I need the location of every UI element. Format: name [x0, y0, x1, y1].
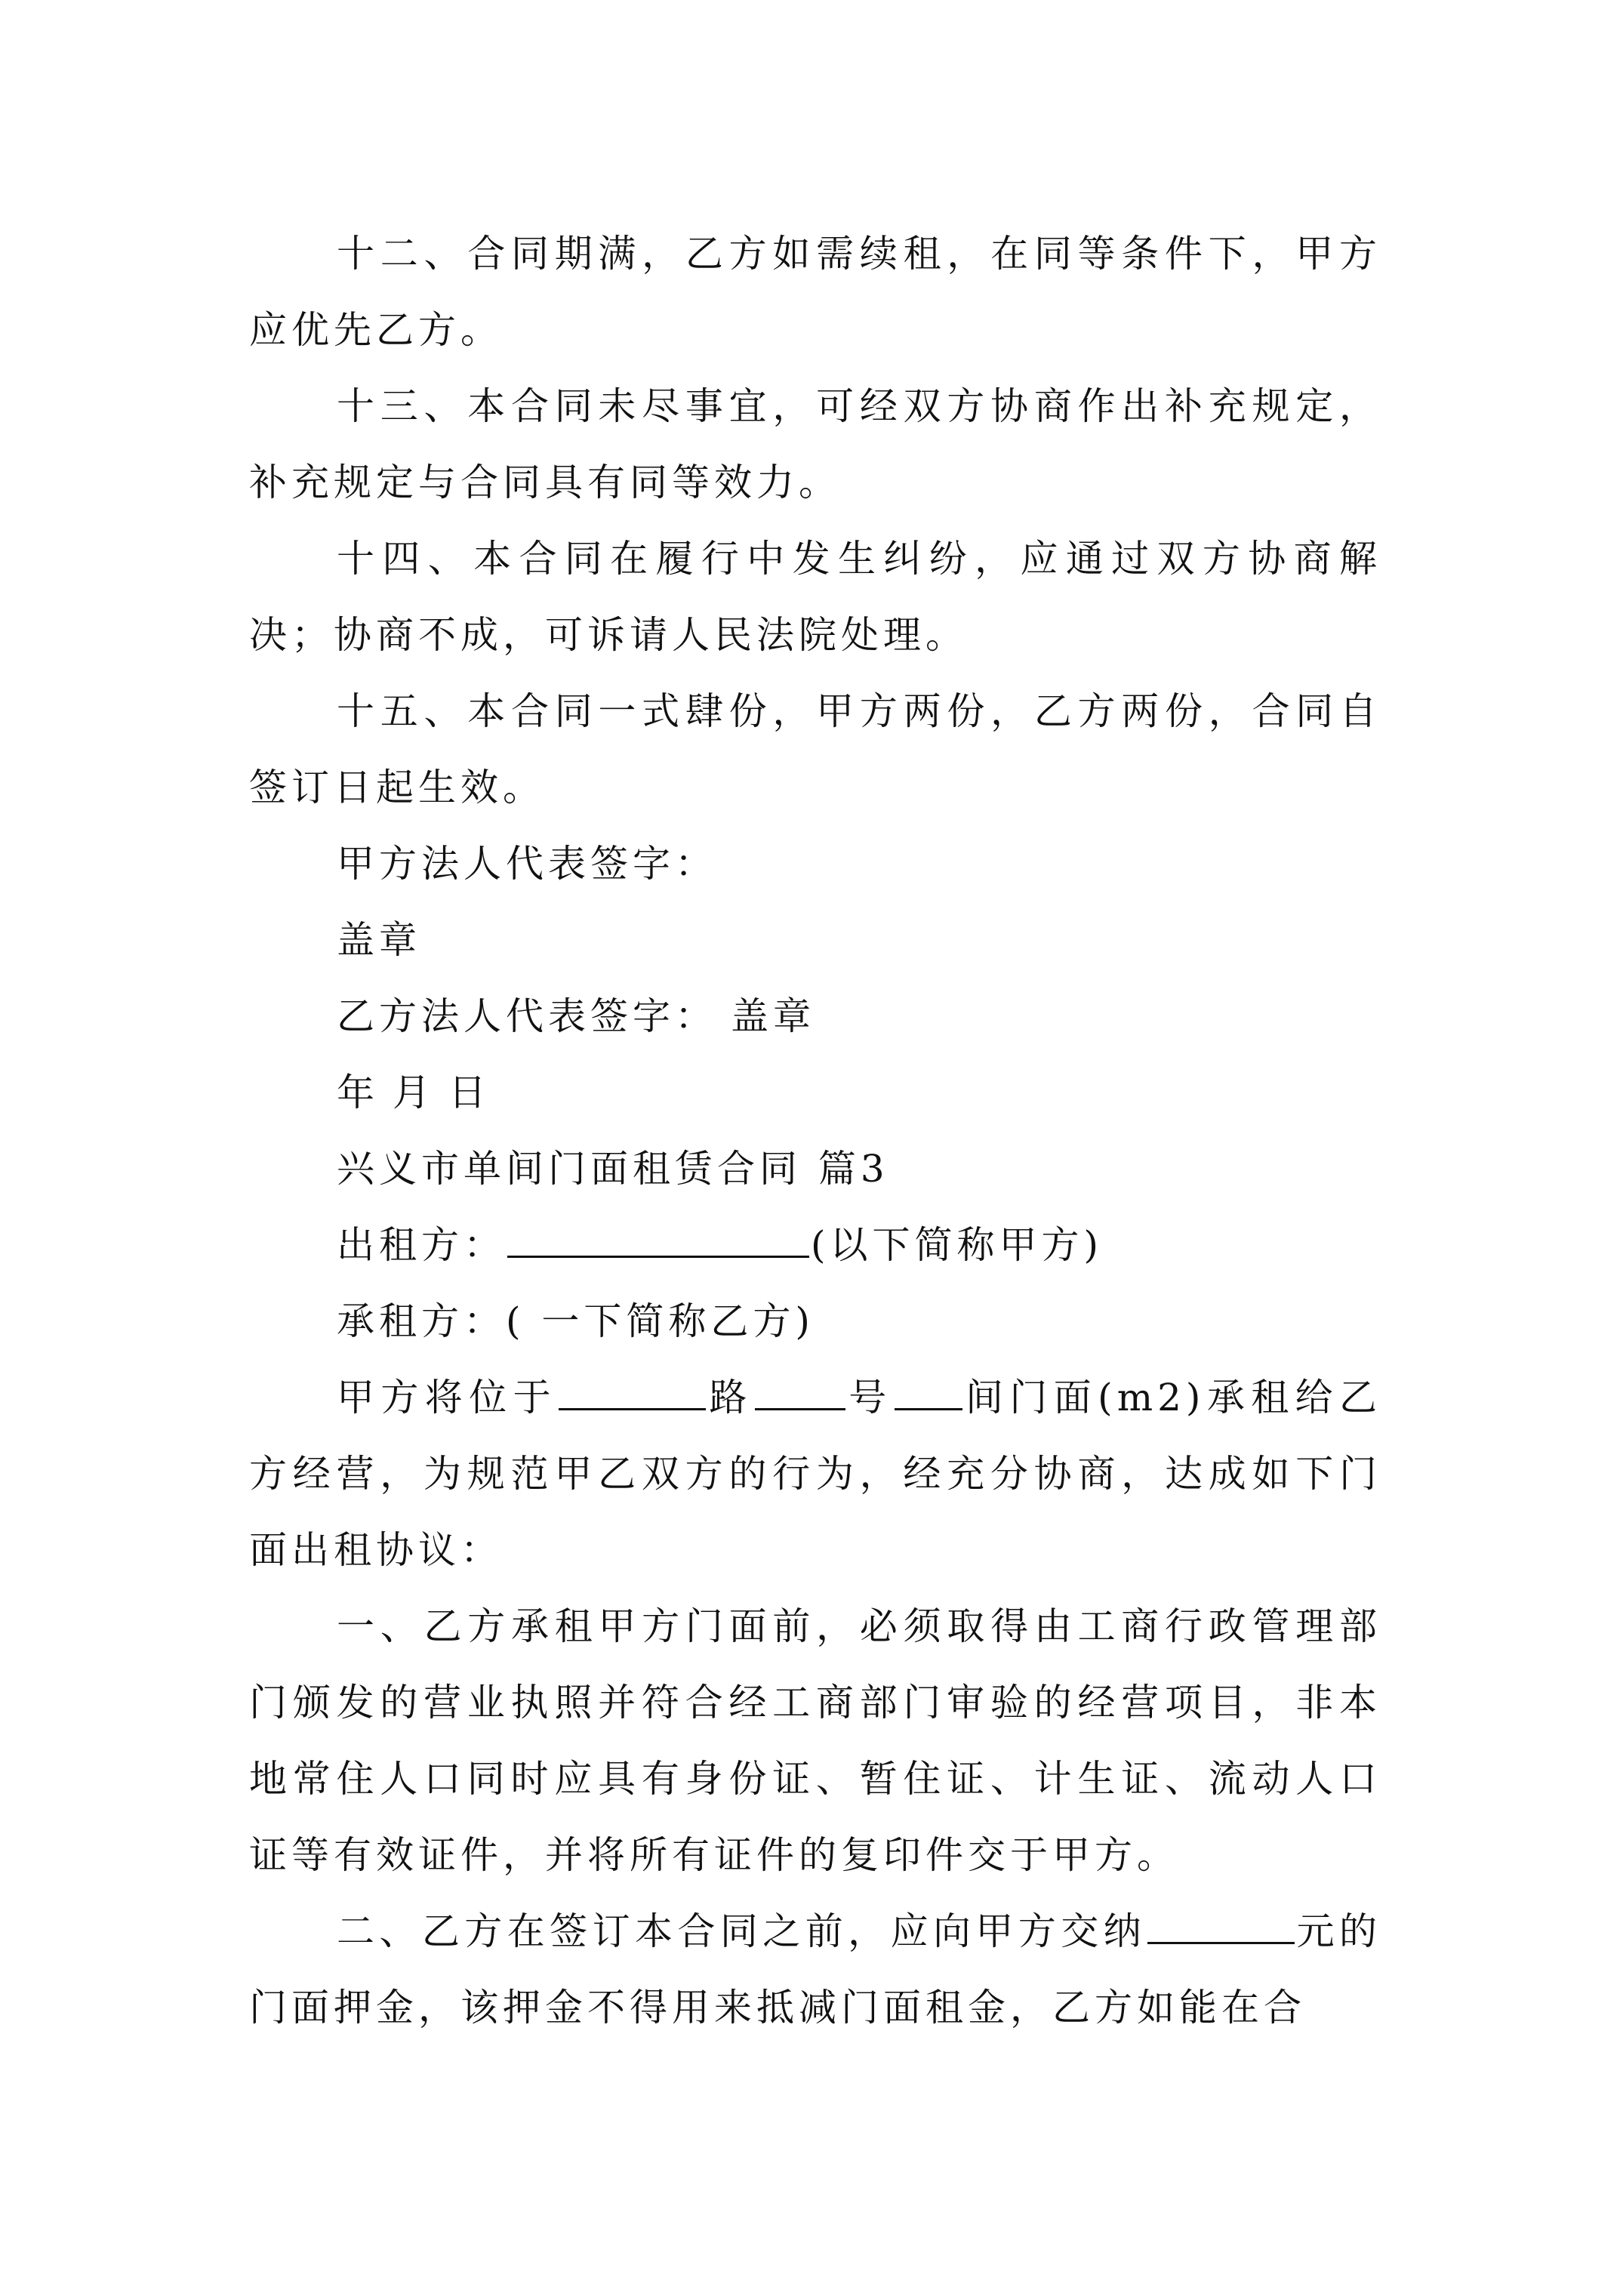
- clause-2: [249, 1894, 1381, 2046]
- lessor-line: [249, 1207, 1381, 1284]
- clause-15: 十五、本合同一式肆份，甲方两份，乙方两份，合同自签订日起生效。: [249, 689, 1381, 809]
- party-a-seal-label: 盖章: [337, 918, 421, 962]
- date-year: 年: [337, 1071, 379, 1114]
- date-month: 月: [393, 1071, 435, 1114]
- lessee-line: 承租方：( 一下简称乙方): [337, 1299, 815, 1343]
- road-blank: [559, 1361, 706, 1410]
- intro-rest: 间门面(m2)承租给乙方经营，为规范甲乙双方的行为，经充分协商，达成如下门面出租协议：: [249, 1376, 1382, 1572]
- party-a-signature-line: [249, 826, 1381, 902]
- lessor-name-blank: [507, 1209, 809, 1258]
- document-body: [249, 216, 1381, 2046]
- room-count-blank: [895, 1361, 962, 1410]
- party-a-seal-line: [249, 902, 1381, 978]
- clause-13: 十三、本合同未尽事宜，可经双方协商作出补充规定，补充规定与合同具有同等效力。: [249, 384, 1381, 504]
- section-title: 兴义市单间门面租赁合同 篇3: [337, 1147, 889, 1191]
- intro-road: 路: [707, 1376, 753, 1419]
- deposit-blank: [1147, 1895, 1295, 1944]
- clause-12: 十二、合同期满，乙方如需续租，在同等条件下，甲方应优先乙方。: [249, 232, 1381, 352]
- date-day: 日: [448, 1071, 491, 1114]
- clause-2-rest: 元的门面押金，该押金不得用来抵减门面租金，乙方如能在合: [249, 1909, 1382, 2029]
- clause-14: 十四、本合同在履行中发生纠纷，应通过双方协商解决；协商不成，可诉请人民法院处理。: [249, 537, 1381, 657]
- party-b-signature-label: 乙方法人代表签字：: [337, 994, 717, 1038]
- date-line: [249, 1055, 1381, 1131]
- clause-1: 一、乙方承租甲方门面前，必须取得由工商行政管理部门颁发的营业执照并符合经工商部门审验的经营项目，非本地常住人口同时应具有身份证、暂住证、计生证、流动人口证等有效证件，并将所有证件的复印件交于甲方。: [249, 1604, 1381, 1877]
- number-blank: [755, 1361, 845, 1410]
- intro-paragraph: [249, 1360, 1381, 1589]
- intro-prefix: 甲方将位于: [337, 1376, 557, 1419]
- party-b-signature-line: [249, 978, 1381, 1055]
- party-b-seal-label: 盖章: [731, 994, 815, 1038]
- intro-number: 号: [846, 1376, 893, 1419]
- lessor-suffix: (以下简称甲方): [811, 1223, 1104, 1267]
- lessor-label: 出租方：: [337, 1223, 506, 1267]
- clause-2-prefix: 二、乙方在签订本合同之前，应向甲方交纳: [337, 1909, 1147, 1953]
- party-a-signature-label: 甲方法人代表签字：: [337, 842, 717, 886]
